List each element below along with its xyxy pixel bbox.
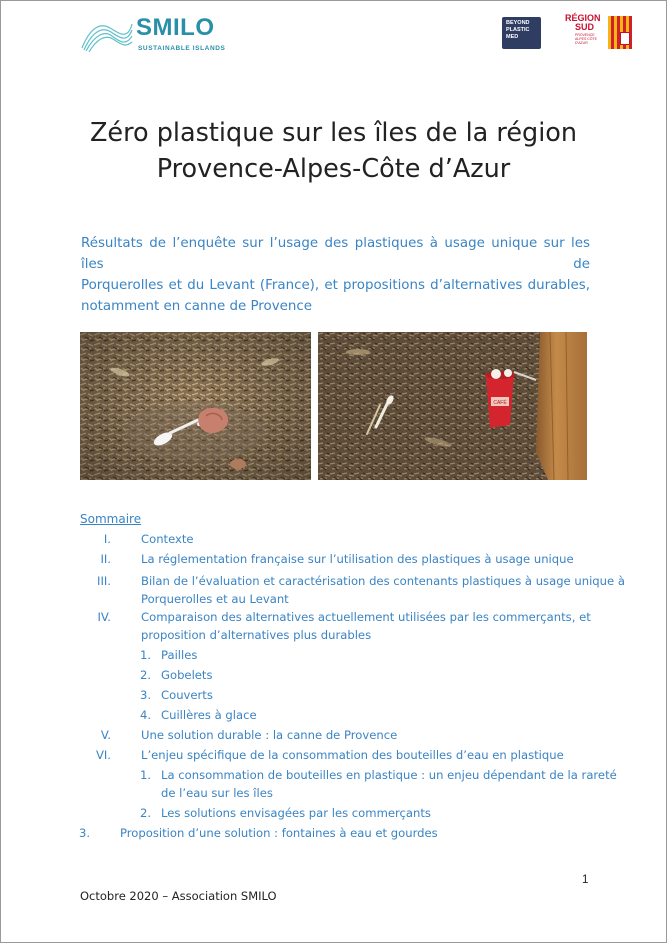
toc-item-reglementation[interactable]: La réglementation française sur l’utilisation des plastiques à usage unique (141, 552, 574, 566)
bpm-line-1: BEYOND (506, 20, 530, 26)
toc-item-consommation[interactable]: La consommation de bouteilles en plastique : un enjeu dépendant de la rareté (161, 768, 617, 782)
toc-item-bouteilles[interactable]: L’enjeu spécifique de la consommation des bouteilles d’eau en plastique (141, 748, 564, 762)
toc-number: 1. (139, 648, 151, 662)
toc-number: 3. (78, 826, 90, 840)
photo-plastic-spoon-on-beach (80, 332, 311, 480)
photo-red-bucket-on-beach (318, 332, 587, 480)
region-flag-icon (608, 16, 632, 49)
toc-number: IV. (97, 610, 111, 624)
region-sub-text: PROVENCE ALPES CÔTE D'AZUR (575, 33, 597, 45)
page-number: 1 (582, 874, 589, 886)
bpm-line-3: MED (506, 34, 519, 40)
bucket-label: CAFÉ (493, 400, 507, 406)
beyond-plastic-med-logo (502, 17, 541, 49)
smilo-tagline: SUSTAINABLE ISLANDS (138, 45, 226, 52)
toc-item-gobelets[interactable]: Gobelets (161, 668, 213, 682)
waves-icon (80, 18, 134, 52)
toc-number: 4. (139, 708, 151, 722)
toc-number: II. (100, 552, 111, 566)
toc-number: 2. (139, 668, 151, 682)
document-subtitle (81, 233, 590, 317)
toc-number: V. (100, 728, 111, 742)
region-word: RÉGION (565, 13, 601, 23)
toc-item-couverts[interactable]: Couverts (161, 688, 213, 702)
toc-title[interactable]: Sommaire (80, 512, 142, 526)
subtitle-line-2: Porquerolles et du Levant (France), et propositions d’alternatives durables, (81, 278, 590, 293)
toc-item-fontaines[interactable]: Proposition d’une solution : fontaines à eau et gourdes (120, 826, 438, 840)
region-sud-word: SUD (575, 22, 595, 32)
title-line-2: Provence-Alpes-Côte d’Azur (156, 154, 511, 184)
toc-item-cuilleres[interactable]: Cuillères à glace (161, 708, 257, 722)
toc-number: VI. (95, 748, 111, 762)
title-line-1: Zéro plastique sur les îles de la région (89, 118, 578, 148)
shield-icon (620, 32, 630, 45)
toc-number: I. (103, 532, 111, 546)
subtitle-line-1: Résultats de l’enquête sur l’usage des plastiques à usage unique sur les îles de (81, 236, 590, 272)
toc-item-contexte[interactable]: Contexte (141, 532, 194, 546)
toc-item-bilan-cont[interactable]: Porquerolles et au Levant (141, 592, 289, 606)
toc-item-canne[interactable]: Une solution durable : la canne de Provence (141, 728, 398, 742)
toc-number: 1. (139, 768, 151, 782)
document-title (0, 115, 667, 187)
region-sud-logo (565, 14, 637, 52)
toc-number: 3. (139, 688, 151, 702)
subtitle-line-3: notamment en canne de Provence (81, 299, 312, 314)
toc-item-solutions[interactable]: Les solutions envisagées par les commerçants (161, 806, 431, 820)
toc-item-comparaison[interactable]: Comparaison des alternatives actuellement utilisées par les commerçants, et (141, 610, 591, 624)
toc-number: III. (97, 574, 111, 588)
bpm-line-2: PLASTIC (506, 27, 530, 33)
toc-item-bilan[interactable]: Bilan de l’évaluation et caractérisation des contenants plastiques à usage unique à (141, 574, 625, 588)
toc-item-comparaison-cont[interactable]: proposition d’alternatives plus durables (141, 628, 372, 642)
toc-item-pailles[interactable]: Pailles (161, 648, 198, 662)
toc-number: 2. (139, 806, 151, 820)
smilo-wordmark: SMILO (136, 14, 215, 41)
footer-text: Octobre 2020 – Association SMILO (80, 889, 277, 903)
smilo-logo (80, 14, 226, 56)
toc-item-consommation-cont[interactable]: de l’eau sur les îles (161, 786, 273, 800)
